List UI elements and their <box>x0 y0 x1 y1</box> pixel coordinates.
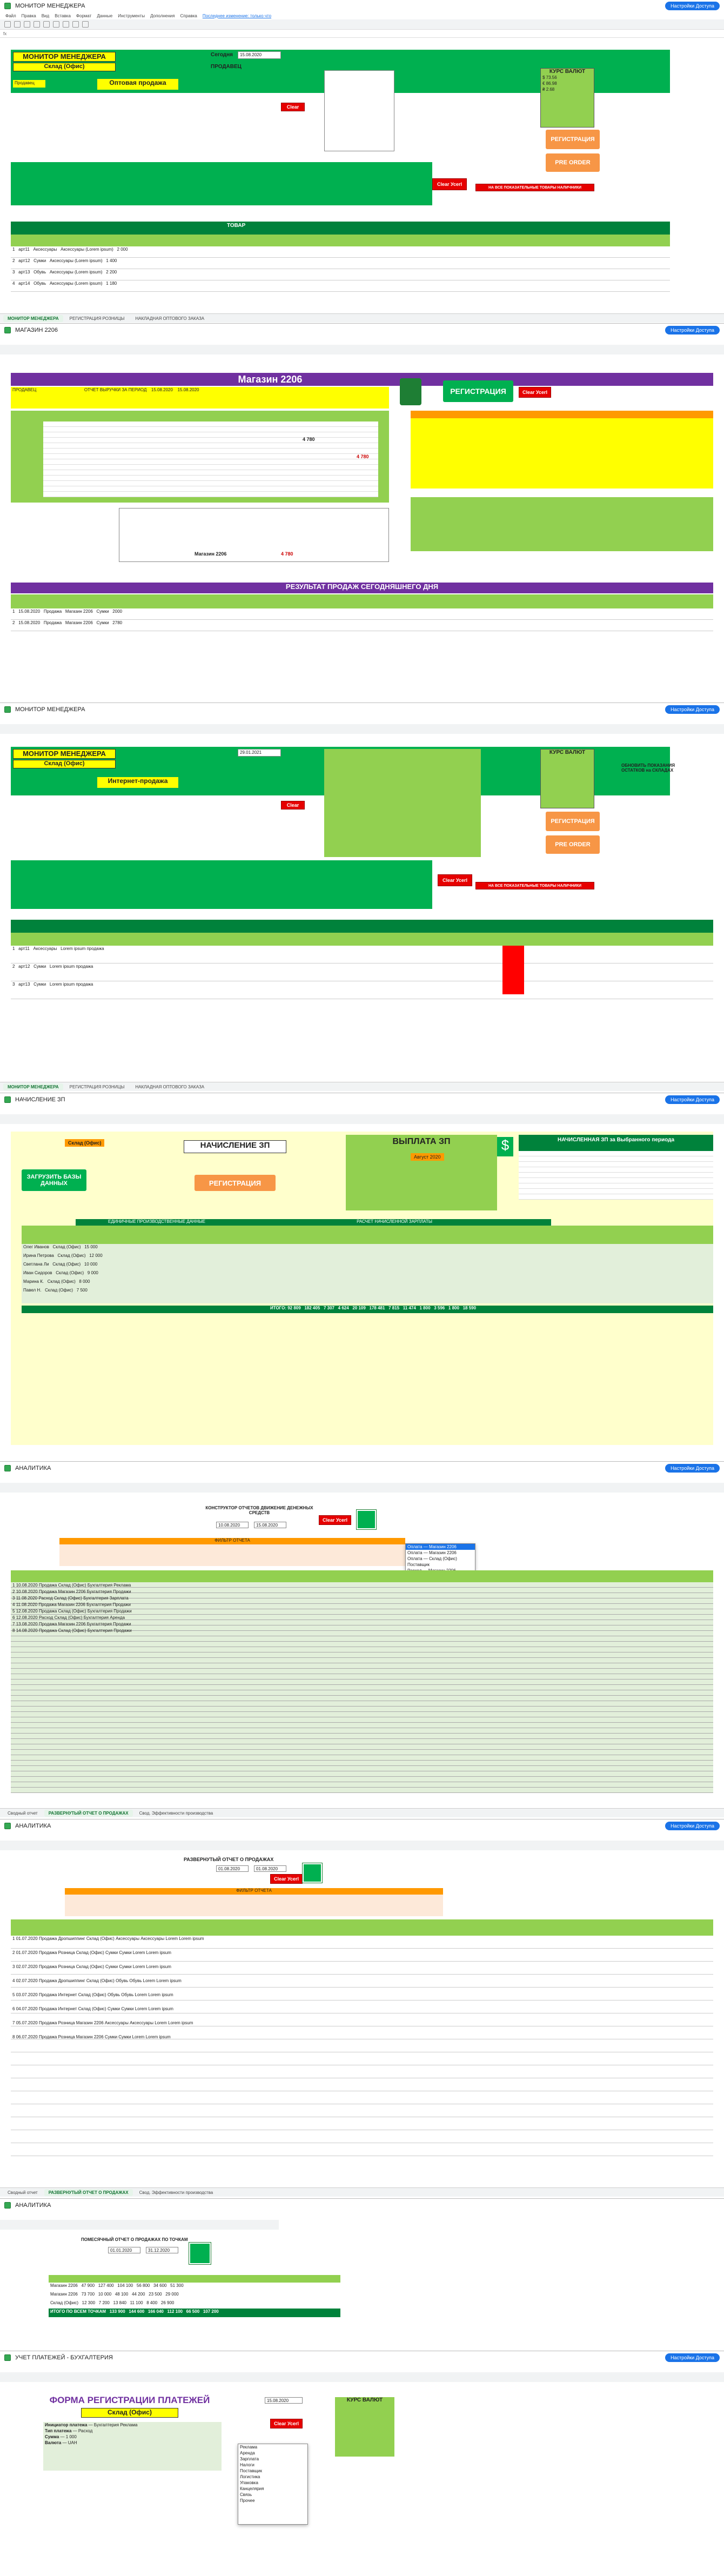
table-row[interactable]: Магазин 2206 47 900 127 400 104 100 56 800 34 600 51 300 <box>50 2283 184 2288</box>
store-summary-label: Магазин 2206 <box>195 551 227 557</box>
table-row[interactable]: 5 12.08.2020 Продажа Склад (Офис) Бухгалтерия Продажи <box>12 1609 132 1614</box>
tab-summary[interactable]: Сводный отчет <box>8 1810 38 1816</box>
filter-header <box>59 1538 405 1544</box>
dropdown-option[interactable]: Оплата — Магазин 2206 <box>407 1550 457 1555</box>
report-header: ПОМЕСЯЧНЫЙ ОТЧЕТ О ПРОДАЖАХ ПО ТОЧКАМ <box>81 2237 188 2242</box>
share-button[interactable]: Настройки Доступа <box>665 2 720 10</box>
form-row[interactable]: Сумма — 1 000 <box>45 2434 77 2439</box>
section-b-header <box>238 1219 551 1226</box>
menu-addons[interactable]: Дополнения <box>150 13 175 18</box>
sale-type-value: Интернет-продажа <box>108 777 168 785</box>
table-row[interactable]: 3 02.07.2020 Продажа Розница Склад (Офис) Сумки Сумки Lorem Lorem ipsum <box>12 1964 171 1969</box>
client-panel <box>324 749 481 857</box>
toolbar <box>0 724 724 734</box>
period-from[interactable]: 15.08.2020 <box>151 387 173 392</box>
store-title-band <box>11 373 713 386</box>
side-note: ОБНОВИТЬ ПОКАЗАНИЯ ОСТАТКОВ на СКЛАДАХ <box>621 763 675 773</box>
toolbar <box>0 1114 724 1124</box>
doc-title[interactable]: МОНИТОР МЕНЕДЖЕРА <box>15 706 85 713</box>
table-row[interactable]: 2 15.08.2020 Продажа Магазин 2206 Сумки 2780 <box>11 620 713 631</box>
date-to[interactable]: 15.08.2020 <box>254 1522 286 1528</box>
store-title: Магазин 2206 <box>238 374 303 385</box>
tab-detailed-sales[interactable]: РАЗВЕРНУТЫЙ ОТЧЕТ О ПРОДАЖАХ <box>44 1810 133 1817</box>
pay-title: ВЫПЛАТА ЗП <box>392 1137 451 1146</box>
table-row[interactable]: 1 15.08.2020 Продажа Магазин 2206 Сумки 2000 <box>11 608 713 620</box>
table-row[interactable]: 6 04.07.2020 Продажа Интернет Склад (Офис) Сумки Сумки Lorem Lorem ipsum <box>12 2006 173 2011</box>
table-row[interactable]: 2 арт12 Сумки Lorem ipsum продажа <box>11 964 713 981</box>
dropdown-option[interactable]: Реклама <box>240 2445 258 2450</box>
doc-title[interactable]: НАЧИСЛЕНИЕ ЗП <box>15 1096 65 1103</box>
dropdown-option[interactable]: Налоги <box>240 2463 254 2467</box>
clear-all-button[interactable]: Clear Усеrl <box>432 178 467 190</box>
table-row[interactable]: 4 02.07.2020 Продажа Дропшиппинг Склад (Офис) Обувь Обувь Lorem Lorem ipsum <box>12 1978 182 1983</box>
page-title: МОНИТОР МЕНЕДЖЕРА <box>13 749 116 759</box>
rates-panel <box>540 749 594 808</box>
no-stock-banner: НА ВСЕ ПОКАЗАТЕЛЬНЫЕ ТОВАРЫ НАЛИЧНИКИ <box>475 882 594 889</box>
toolbar <box>0 1483 724 1493</box>
warehouse-label: Склад (Офис) <box>65 1139 104 1147</box>
revenue-total-1: 4 780 <box>303 437 315 442</box>
sum-total: 4 780 <box>281 551 293 557</box>
date-to[interactable]: 31.12.2020 <box>146 2247 178 2253</box>
panel-payroll <box>0 1094 724 1462</box>
period-to[interactable]: 15.08.2020 <box>177 387 199 392</box>
sheets-logo-icon <box>4 1096 11 1103</box>
doc-topbar <box>0 2199 724 2211</box>
bold-icon[interactable] <box>43 21 50 28</box>
undo-icon[interactable] <box>4 21 11 28</box>
table-row[interactable]: 3 11.08.2020 Расход Склад (Офис) Бухгалтерия Зарплата <box>12 1596 129 1601</box>
sheets-logo-icon <box>4 2202 11 2209</box>
share-button[interactable]: Настройки Доступа <box>665 326 720 334</box>
table-row[interactable]: Олег Иванов Склад (Офис) 15 000 <box>23 1244 98 1249</box>
page-title: НАЧИСЛЕНИЕ ЗП <box>184 1140 286 1153</box>
warehouse-label: Склад (Офис) <box>81 2408 178 2418</box>
side-title: НАЧИСЛЕННАЯ ЗП за Выбранного периода <box>557 1137 675 1143</box>
dropdown-option[interactable]: Поставщик <box>240 2468 263 2473</box>
table-row[interactable]: 6 12.08.2020 Расход Склад (Офис) Бухгалтерия Аренда <box>12 1615 125 1620</box>
tab-efficiency[interactable]: Свод. Эффективности производства <box>139 2190 213 2195</box>
period-bar <box>11 387 389 409</box>
items-col-headers <box>11 933 713 946</box>
month-value[interactable]: Август 2020 <box>411 1153 444 1161</box>
menu-insert[interactable]: Вставка <box>55 13 71 18</box>
preorder-button[interactable]: PRE ORDER <box>546 153 600 172</box>
table-row[interactable]: 2 арт12 Сумки Аксессуары (Lorem ipsum) 1 400 <box>11 258 670 269</box>
dropdown-option[interactable]: Упаковка <box>240 2480 258 2485</box>
table-row[interactable]: 8 14.08.2020 Продажа Склад (Офис) Бухгалтерия Продажи <box>12 1628 132 1633</box>
sheet-tabs <box>0 1808 724 1817</box>
date-to[interactable]: 01.08.2020 <box>254 1865 286 1872</box>
order-band <box>11 860 432 909</box>
dropdown-option[interactable]: Зарплата <box>240 2457 259 2461</box>
rate-usd: $ 73.56 <box>542 75 557 80</box>
paint-format-icon[interactable] <box>33 21 40 28</box>
clear-all-button[interactable]: Clear Усеrl <box>438 874 472 886</box>
tab-summary[interactable]: Сводный отчет <box>8 2190 38 2195</box>
toolbar <box>0 2372 724 2382</box>
dropdown-option[interactable]: Логистика <box>240 2474 260 2479</box>
toolbar <box>0 1841 724 1850</box>
register-button[interactable]: РЕГИСТРАЦИЯ <box>195 1175 276 1191</box>
clear-all-button[interactable]: Clear Усеrl <box>319 1515 351 1525</box>
seller-label: ПРОДАВЕЦ <box>211 64 242 70</box>
tab-wholesale[interactable]: НАКЛАДНАЯ ОПТОВОГО ЗАКАЗА <box>135 316 205 321</box>
doc-topbar <box>0 704 724 715</box>
form-row[interactable]: Инициатор платежа — Бухгалтерия Реклама <box>45 2423 138 2427</box>
side-panel-header <box>519 1135 713 1151</box>
cashflow-body <box>11 1582 713 1793</box>
table-row[interactable]: 4 11.08.2020 Продажа Магазин 2206 Бухгалтерия Продажи <box>12 1602 131 1607</box>
form-row[interactable]: Валюта — UAH <box>45 2440 77 2445</box>
home-icon[interactable] <box>189 2243 211 2264</box>
table-row[interactable]: 1 арт11 Аксессуары Аксессуары (Lorem ipsum) 2 000 <box>11 246 670 258</box>
table-row[interactable]: Ирина Петрова Склад (Офис) 12 000 <box>23 1253 103 1258</box>
revenue-total-3: 4 780 <box>357 454 369 459</box>
tab-retail-reg[interactable]: РЕГИСТРАЦИЯ РОЗНИЦЫ <box>69 316 125 321</box>
form-row[interactable]: Тип платежа — Расход <box>45 2428 93 2433</box>
report-panel <box>411 418 713 489</box>
section-a-title: ЕДИНИЧНЫЕ ПРОИЗВОДСТВЕННЫЕ ДАННЫЕ <box>108 1219 206 1224</box>
sheet-tabs <box>0 313 724 323</box>
doc-topbar <box>0 2352 724 2364</box>
items-table-header <box>11 920 713 933</box>
menu-view[interactable]: Вид <box>41 13 50 18</box>
doc-topbar <box>0 1820 724 1832</box>
toolbar <box>0 345 724 354</box>
page-title: ФОРМА РЕГИСТРАЦИИ ПЛАТЕЖЕЙ <box>49 2395 210 2405</box>
tab-monitor[interactable]: МОНИТОР МЕНЕДЖЕРА <box>3 1083 63 1090</box>
table-row[interactable]: Павел Н. Склад (Офис) 7 500 <box>23 1288 88 1293</box>
dropdown-option[interactable]: Аренда <box>240 2451 255 2455</box>
monthly-col-headers <box>49 2275 340 2283</box>
rate-uah: ₴ 2.68 <box>542 87 555 92</box>
menu-format[interactable]: Формат <box>76 13 92 18</box>
doc-topbar <box>0 324 724 336</box>
sheet-tabs <box>0 1082 724 1091</box>
table-row[interactable]: 3 арт13 Сумки Lorem ipsum продажа <box>11 981 713 999</box>
doc-title[interactable]: МОНИТОР МЕНЕДЖЕРА <box>15 3 85 9</box>
menu-help[interactable]: Справка <box>180 13 197 18</box>
home-icon[interactable] <box>357 1510 376 1529</box>
share-button[interactable]: Настройки Доступа <box>665 705 720 714</box>
red-highlight-cell <box>502 946 524 994</box>
tab-monitor[interactable]: МОНИТОР МЕНЕДЖЕРА <box>3 315 63 322</box>
result-band <box>11 583 713 593</box>
table-row[interactable]: 1 01.07.2020 Продажа Дропшиппинг Склад (Офис) Аксессуары Аксессуары Lorem Lorem ipsum <box>12 1936 204 1941</box>
report-header: РАЗВЕРНУТЫЙ ОТЧЕТ О ПРОДАЖАХ <box>184 1857 274 1862</box>
table-row[interactable]: 5 03.07.2020 Продажа Интернет Склад (Офис) Обувь Обувь Lorem Lorem ipsum <box>12 1992 173 1997</box>
tab-wholesale[interactable]: НАКЛАДНАЯ ОПТОВОГО ЗАКАЗА <box>135 1084 205 1089</box>
cashflow-col-headers <box>11 1570 713 1582</box>
filter-header <box>65 1888 443 1895</box>
register-button[interactable]: РЕГИСТРАЦИЯ <box>546 130 600 149</box>
sales-body <box>11 1936 713 2163</box>
clear-all-button[interactable]: Clear Усеrl <box>519 387 551 398</box>
filter-title: ФИЛЬТР ОТЧЕТА <box>214 1538 250 1543</box>
doc-title[interactable]: МАГАЗИН 2206 <box>15 327 58 333</box>
sale-type-field[interactable] <box>97 79 178 90</box>
sheets-logo-icon <box>4 1465 11 1471</box>
doc-topbar <box>0 0 724 12</box>
dropdown-option[interactable]: Прочее <box>240 2498 255 2503</box>
fill-color-icon[interactable] <box>72 21 79 28</box>
table-row[interactable]: 3 арт13 Обувь Аксессуары (Lorem ipsum) 2 200 <box>11 269 670 280</box>
report-header: КОНСТРУКТОР ОТЧЕТОВ ДВИЖЕНИЕ ДЕНЕЖНЫХ СРЕДСТВ <box>205 1506 313 1515</box>
dropdown-option[interactable]: Связь <box>240 2492 252 2497</box>
tab-efficiency[interactable]: Свод. Эффективности производства <box>139 1810 213 1816</box>
daily-summary <box>119 508 389 562</box>
sheets-logo-icon <box>4 2354 11 2361</box>
section-a-header <box>76 1219 238 1226</box>
share-button[interactable]: Настройки Доступа <box>665 1822 720 1830</box>
doc-topbar <box>0 1462 724 1474</box>
items-table-body <box>11 246 670 290</box>
notes-box[interactable] <box>324 70 394 151</box>
order-band <box>11 162 432 205</box>
table-row[interactable]: 7 05.07.2020 Продажа Розница Магазин 2206 Аксессуары Аксессуары Lorem Lorem ipsum <box>12 2020 193 2025</box>
panel-monthly-report <box>0 2199 724 2351</box>
doc-title[interactable]: УЧЕТ ПЛАТЕЖЕЙ - БУХГАЛТЕРИЯ <box>15 2354 113 2361</box>
redo-icon[interactable] <box>14 21 21 28</box>
period-label: ОТЧЕТ ВЫРУЧКИ ЗА ПЕРИОД <box>84 387 147 392</box>
table-row[interactable]: Магазин 2206 73 700 10 000 48 100 44 200 23 500 29 000 <box>50 2292 179 2297</box>
date-from[interactable]: 01.08.2020 <box>216 1865 249 1872</box>
filter-title: ФИЛЬТР ОТЧЕТА <box>236 1888 272 1893</box>
load-db-button[interactable]: ЗАГРУЗИТЬ БАЗЫ ДАННЫХ <box>22 1169 86 1191</box>
toolbar <box>0 2220 279 2230</box>
date-from[interactable]: 10.08.2020 <box>216 1522 249 1528</box>
payroll-total-row: ИТОГО: 92 809 182 405 7 307 4 624 20 109 178 481 7 815 11 474 1 800 3 596 1 800 18 590 <box>22 1306 713 1313</box>
panel-analytics-sales <box>0 1820 724 2199</box>
table-row[interactable]: 2 01.07.2020 Продажа Розница Склад (Офис) Сумки Сумки Lorem Lorem ipsum <box>12 1950 171 1955</box>
panel-store-2206 <box>0 324 724 703</box>
total-row: ИТОГО ПО ВСЕМ ТОЧКАМ 133 900 144 600 166 040 112 100 66 500 107 200 <box>49 2309 340 2317</box>
total-label: ИТОГО: <box>270 1306 286 1310</box>
rates-panel <box>335 2397 394 2457</box>
formula-bar[interactable]: fx <box>0 29 724 38</box>
dropdown-option[interactable]: Канцелярия <box>240 2486 264 2491</box>
seller-field[interactable]: Продавец <box>13 80 45 88</box>
today-value[interactable]: 15.08.2020 <box>238 51 281 59</box>
warehouse-label: Склад (Офис) <box>13 63 116 71</box>
dropdown-option[interactable]: Оплата — Магазин 2206 <box>406 1544 475 1550</box>
calendar-icon[interactable] <box>400 378 421 405</box>
sale-type-field[interactable] <box>97 777 178 788</box>
filter-body <box>59 1544 405 1566</box>
share-button[interactable]: Настройки Доступа <box>665 1095 720 1104</box>
no-stock-banner: НА ВСЕ ПОКАЗАТЕЛЬНЫЕ ТОВАРЫ НАЛИЧНИКИ <box>475 184 594 191</box>
print-icon[interactable] <box>24 21 30 28</box>
table-row[interactable]: 2 10.08.2020 Продажа Магазин 2206 Бухгалтерия Продажи <box>12 1589 131 1594</box>
table-row[interactable]: 8 06.07.2020 Продажа Розница Магазин 2206 Сумки Сумки Lorem Lorem ipsum <box>12 2035 171 2039</box>
last-edit-link[interactable]: Последнее изменение: только что <box>202 13 272 18</box>
doc-title[interactable]: АНАЛИТИКА <box>15 1823 51 1829</box>
table-row[interactable]: Светлана Ли Склад (Офис) 10 000 <box>23 1262 98 1267</box>
revenue-grid <box>43 421 378 497</box>
tab-retail-reg[interactable]: РЕГИСТРАЦИЯ РОЗНИЦЫ <box>69 1084 125 1089</box>
result-col-headers <box>11 594 713 608</box>
staff-list <box>22 1244 713 1303</box>
panel-analytics-cashflow <box>0 1462 724 1819</box>
menu-edit[interactable]: Правка <box>21 13 36 18</box>
share-button[interactable]: Настройки Доступа <box>665 2353 720 2362</box>
clear-all-button[interactable]: Clear Усеrl <box>270 1874 303 1884</box>
dropdown-option[interactable]: Оплата — Склад (Офис) <box>407 1556 457 1561</box>
items-table-header <box>11 222 670 235</box>
menu-data[interactable]: Данные <box>97 13 113 18</box>
borders-icon[interactable] <box>82 21 89 28</box>
staff-summary <box>411 497 713 551</box>
pay-panel <box>346 1135 497 1210</box>
result-title: РЕЗУЛЬТАТ ПРОДАЖ СЕГОДНЯШНЕГО ДНЯ <box>285 583 439 591</box>
result-body <box>11 608 713 630</box>
register-button[interactable]: РЕГИСТРАЦИЯ <box>443 380 513 402</box>
clear-button[interactable]: Clear <box>281 103 305 111</box>
items-table-body <box>11 946 713 1021</box>
sheets-logo-icon <box>4 706 11 713</box>
dropdown-option[interactable]: Поставщик <box>407 1562 430 1567</box>
menubar <box>0 12 724 19</box>
items-col-headers <box>11 235 670 246</box>
monthly-body <box>49 2283 340 2320</box>
home-icon[interactable] <box>303 1863 322 1883</box>
rates-title: КУРС ВАЛЮТ <box>549 69 586 75</box>
sheets-logo-icon <box>4 327 11 333</box>
today-label: Сегодня <box>211 52 233 58</box>
side-grid <box>519 1151 713 1200</box>
today-value[interactable]: 15.08.2020 <box>265 2397 303 2404</box>
side-panel-body <box>519 1151 713 1200</box>
rates-panel <box>540 68 594 128</box>
revenue-table <box>11 411 389 503</box>
sales-col-headers <box>11 1919 713 1936</box>
panel-monitor-2 <box>0 704 724 1093</box>
text-color-icon[interactable] <box>63 21 69 28</box>
category-dropdown[interactable] <box>238 2444 308 2525</box>
warehouse-label: Склад (Офис) <box>13 760 116 768</box>
share-button[interactable]: Настройки Доступа <box>665 1464 720 1473</box>
rate-eur: € 86.98 <box>542 81 557 86</box>
clear-all-button[interactable]: Clear Усеrl <box>270 2419 303 2428</box>
doc-topbar <box>0 1094 724 1106</box>
items-table-title: ТОВАР <box>227 223 246 229</box>
panel-payments <box>0 2352 724 2576</box>
sheet-tabs <box>0 2187 724 2197</box>
sheets-logo-icon <box>4 1823 11 1829</box>
seller-label: ПРОДАВЕЦ <box>12 387 37 392</box>
panel-monitor-1 <box>0 0 724 324</box>
register-button[interactable]: РЕГИСТРАЦИЯ <box>546 812 600 831</box>
doc-title[interactable]: АНАЛИТИКА <box>15 1465 51 1471</box>
dollar-icon: $ <box>497 1137 513 1156</box>
section-b-title: РАСЧЕТ НАЧИСЛЕННОЙ ЗАРПЛАТЫ <box>357 1219 432 1224</box>
sale-type-value: Оптовая продажа <box>109 79 166 86</box>
tab-detailed-sales[interactable]: РАЗВЕРНУТЫЙ ОТЧЕТ О ПРОДАЖАХ <box>44 2189 133 2196</box>
page-title: МОНИТОР МЕНЕДЖЕРА <box>13 52 116 62</box>
toolbar <box>0 19 724 29</box>
clear-button[interactable]: Clear <box>281 801 305 809</box>
table-row[interactable]: Марина К. Склад (Офис) 8 000 <box>23 1279 90 1284</box>
payment-form <box>43 2422 222 2471</box>
menu-tools[interactable]: Инструменты <box>118 13 145 18</box>
report-panel-header <box>411 411 713 418</box>
today-value[interactable]: 29.01.2021 <box>238 749 281 757</box>
table-row[interactable]: 7 13.08.2020 Продажа Магазин 2206 Бухгалтерия Продажи <box>12 1622 131 1627</box>
rates-title: КУРС ВАЛЮТ <box>549 750 586 755</box>
table-row[interactable]: 1 арт11 Аксессуары Lorem ipsum продажа <box>11 946 713 964</box>
italic-icon[interactable] <box>53 21 59 28</box>
rates-title: КУРС ВАЛЮТ <box>346 2397 383 2403</box>
table-row[interactable]: 4 арт14 Обувь Аксессуары (Lorem ipsum) 1 180 <box>11 280 670 292</box>
date-from[interactable]: 01.01.2020 <box>108 2247 140 2253</box>
doc-title[interactable]: АНАЛИТИКА <box>15 2202 51 2209</box>
preorder-button[interactable]: PRE ORDER <box>546 835 600 854</box>
sheets-logo-icon <box>4 3 11 9</box>
table-row[interactable]: 1 10.08.2020 Продажа Склад (Офис) Бухгалтерия Реклама <box>12 1583 131 1588</box>
filter-body <box>65 1895 443 1916</box>
menu-file[interactable]: Файл <box>5 13 16 18</box>
table-row[interactable]: Склад (Офис) 12 300 7 200 13 840 11 100 8 400 26 900 <box>50 2300 175 2305</box>
payroll-col-headers <box>22 1226 713 1244</box>
table-row[interactable]: Иван Сидоров Склад (Офис) 9 000 <box>23 1270 98 1275</box>
